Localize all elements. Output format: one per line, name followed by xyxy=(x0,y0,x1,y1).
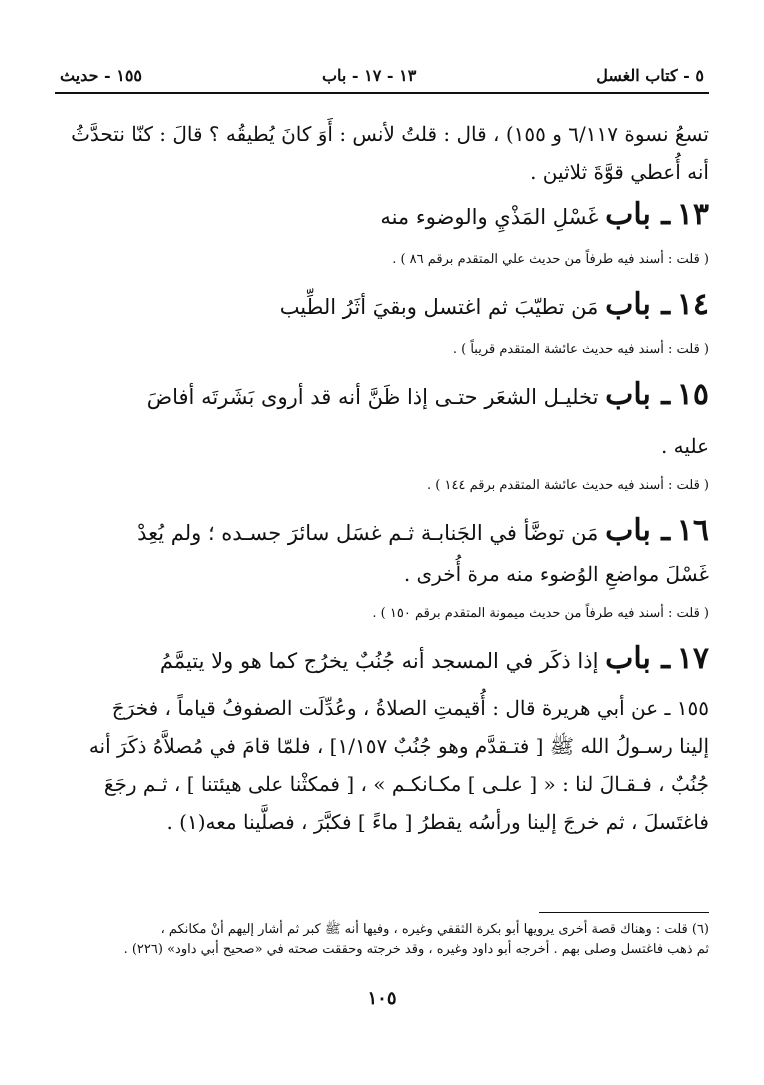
chapter-14-title: مَن تطيّبَ ثم اغتسل وبقيَ أثَرُ الطِّيب xyxy=(279,295,599,319)
chapter-16-heading xyxy=(60,509,709,555)
chapter-13-title: غَسْلِ المَذْيِ والوضوء منه xyxy=(380,205,599,229)
chapter-16-title: مَن توضَّأ في الجَنابـة ثـم غسَل سائرَ جسـده ؛ ولم يُعِدْ xyxy=(137,521,599,545)
chapter-13-bab: ـ باب xyxy=(605,197,671,232)
chapter-13-number: ١٣ xyxy=(676,197,709,232)
chapter-15-note: ( قلت : أسند فيه حديث عائشة المتقدم برقم ١٤٤ ) . xyxy=(427,478,709,493)
chapter-17-bab: ـ باب xyxy=(605,641,671,676)
chapter-16-bab: ـ باب xyxy=(605,513,671,548)
chapter-13-heading xyxy=(60,193,709,239)
chapter-17-title: إذا ذكَر في المسجد أنه جُنُبٌ يخرُج كما هو ولا يتيمَّمُ xyxy=(159,649,599,673)
chapter-14-heading xyxy=(60,283,709,329)
chapter-16-note: ( قلت : أسند فيه طرفاً من حديث ميمونة المتقدم برقم ١٥٠ ) . xyxy=(372,606,709,621)
hadith-155-line-1: ١٥٥ ـ عن أبي هريرة قال : أُقيمتِ الصلاةُ ، وعُدِّلَت الصفوفُ قياماً ، فخرَجَ xyxy=(111,696,709,720)
chapter-14-note: ( قلت : أسند فيه حديث عائشة المتقدم قريباً ) . xyxy=(452,342,709,357)
footnote-line-1: (٦) قلت : وهناك قصة أخرى يرويها أبو بكرة الثقفي وغيره ، وفيها أنه ﷺ كبر ثم أشار إليهم أنْ مكانكم ، xyxy=(160,922,709,937)
chapter-15-number: ١٥ xyxy=(676,377,709,412)
chapter-14-bab: ـ باب xyxy=(605,287,671,322)
chapter-13-note: ( قلت : أسند فيه طرفاً من حديث علي المتقدم برقم ٨٦ ) . xyxy=(392,252,709,267)
chapter-15-heading xyxy=(60,373,709,419)
header-book-title: ٥ - كتاب الغسل xyxy=(596,65,704,85)
footnote-rule xyxy=(539,912,709,913)
intro-line-2: أنه أُعطي قوَّةَ ثلاثين . xyxy=(530,160,709,184)
header-hadith-range: ١٥٥ - حديث xyxy=(60,65,143,85)
chapter-17-heading xyxy=(60,637,709,683)
header-bab-range: ١٣ - ١٧ - باب xyxy=(321,65,417,85)
hadith-155-line-2: إلينا رسـولُ الله ﷺ [ فتـقدَّم وهو جُنُبٌ ١/١٥٧] ، فلمّا قامَ في مُصلاَّهُ ذكَرَ أنه xyxy=(88,734,709,758)
footnote xyxy=(50,920,709,960)
chapter-15-bab: ـ باب xyxy=(605,377,671,412)
hadith-155-line-4: فاغتَسلَ ، ثم خرجَ إلينا ورأسُه يقطرُ [ ماءً ] فكبَّرَ ، فصلَّينا معه(١) . xyxy=(166,810,709,834)
running-header xyxy=(60,62,704,88)
hadith-155-line-3: جُنُبٌ ، فـقـالَ لنا : « [ علـى ] مكـانكـم » ، [ فمكثْنا على هيئتنا ] ، ثـم رجَعَ xyxy=(103,772,709,796)
chapter-16-number: ١٦ xyxy=(676,513,709,548)
chapter-16-continuation: غَسْلَ مواضعِ الوُضوء منه مرة أُخرى . xyxy=(403,562,709,586)
header-rule xyxy=(55,92,709,94)
page-number: ١٠٥ xyxy=(367,988,397,1009)
chapter-15-continuation: عليه . xyxy=(660,434,709,458)
chapter-14-number: ١٤ xyxy=(676,287,709,322)
page-body xyxy=(60,115,709,841)
intro-line-1: تسعُ نسوة ٦/١١٧ و ١٥٥) ، قال : قلتُ لأنس : أَوَ كانَ يُطيقُه ؟ قالَ : كنّا نتحدَّثُ xyxy=(71,122,709,146)
footnote-line-2: ثم ذهب فاغتسل وصلى بهم . أخرجه أبو داود وغيره ، وقد خرجته وحققت صحته في «صحيح أبي داود» (٢٢٦) . xyxy=(123,942,709,957)
chapter-17-number: ١٧ xyxy=(676,641,709,676)
chapter-15-title: تخليـل الشعَر حتـى إذا ظَنَّ أنه قد أروى بَشَرتَه أفاضَ xyxy=(146,385,599,409)
